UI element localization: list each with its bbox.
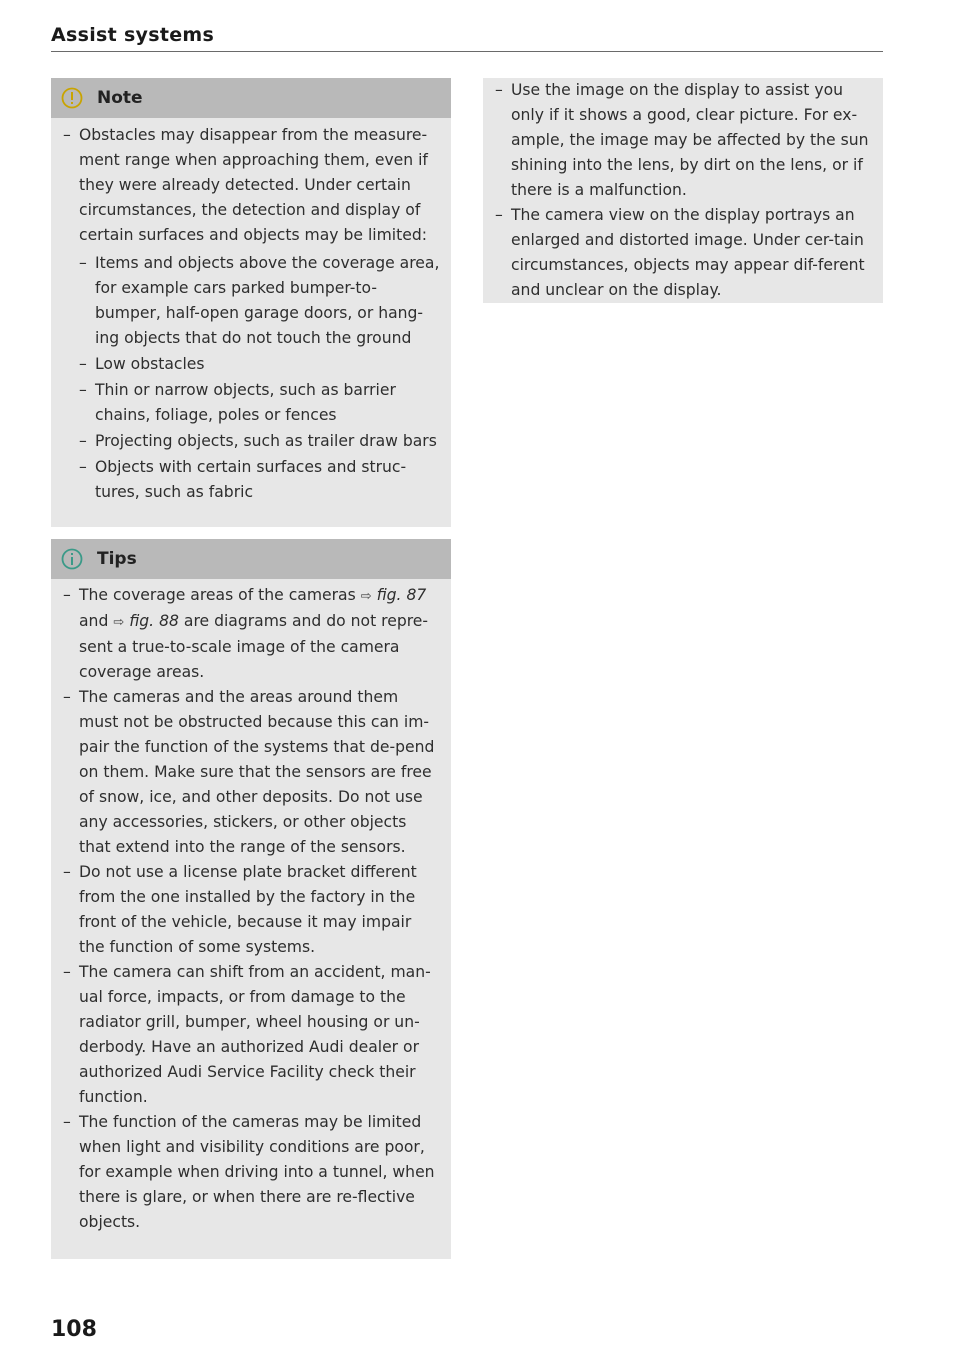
note-sub-list <box>51 251 451 505</box>
note-sub-item: – Items and objects above the coverage area, for example cars parked bumper-to-bumper, half-open garage doors, or hang-ing objects that do not touch the ground <box>79 251 451 351</box>
tips-box <box>51 539 451 1259</box>
tips-item-text: are diagrams and do not repre-sent a true-to-scale image of the camera coverage areas. <box>79 612 429 681</box>
note-header <box>51 78 451 118</box>
arrow-right-icon: ⇨ <box>113 615 125 630</box>
note-box <box>51 78 451 527</box>
note-sub-item: – Low obstacles <box>79 352 451 377</box>
note-sub-item: – Projecting objects, such as trailer draw bars <box>79 429 451 454</box>
tips-item: – Use the image on the display to assist you only if it shows a good, clear picture. For ex-ample, the image may be affected by the sun shining into the lens, by dirt on the lens, or if there is a malfunction. <box>483 78 883 203</box>
tips-item: – The camera view on the display portrays an enlarged and distorted image. Under cer-tain circumstances, objects may appear dif-ferent and unclear on the display. <box>483 203 883 303</box>
tips-item-text: The coverage areas of the cameras <box>79 586 356 604</box>
tips-item <box>51 583 451 685</box>
info-circle-icon <box>61 548 83 570</box>
note-item <box>51 123 451 505</box>
page-number: 108 <box>51 1317 97 1342</box>
note-content <box>51 118 451 505</box>
header-divider <box>51 51 883 52</box>
note-sub-item: – Objects with certain surfaces and struc-tures, such as fabric <box>79 455 451 505</box>
continued-tips-box <box>483 78 883 303</box>
tips-item: – The function of the cameras may be limited when light and visibility conditions are poor, for example when driving into a tunnel, when there is glare, or when there are re-flective objects. <box>51 1110 451 1235</box>
exclamation-circle-icon <box>61 87 83 109</box>
page-section-title: Assist systems <box>51 24 215 46</box>
tips-item: – Do not use a license plate bracket different from the one installed by the factory in the front of the vehicle, because it may impair the function of some systems. <box>51 860 451 960</box>
note-heading: Note <box>97 88 143 108</box>
tips-item: – The camera can shift from an accident, man-ual force, impacts, or from damage to the radiator grill, bumper, wheel housing or un-derbody. Have an authorized Audi dealer or authorized Audi Service Facility check their function. <box>51 960 451 1110</box>
arrow-right-icon: ⇨ <box>360 589 372 604</box>
tips-header <box>51 539 451 579</box>
note-sub-item: – Thin or narrow objects, such as barrier chains, foliage, poles or fences <box>79 378 451 428</box>
tips-content <box>51 579 451 1235</box>
tips-heading: Tips <box>97 549 137 569</box>
tips-item: – The cameras and the areas around them must not be obstructed because this can im-pair the function of the systems that de-pend on them. Make sure that the sensors are free of snow, ice, and other deposits. Do not use any accessories, stickers, or other objects that extend into the range of the sensors. <box>51 685 451 860</box>
figure-reference-link[interactable]: fig. 88 <box>129 612 179 630</box>
figure-reference-link[interactable]: fig. 87 <box>376 586 427 604</box>
continued-tips-content <box>483 78 883 303</box>
tips-item-text: and <box>79 612 109 630</box>
note-intro-text: – Obstacles may disappear from the measure-ment range when approaching them, even if they were already detected. Under certain circumstances, the detection and display of certain surfaces and objects may be limited: <box>51 123 451 248</box>
